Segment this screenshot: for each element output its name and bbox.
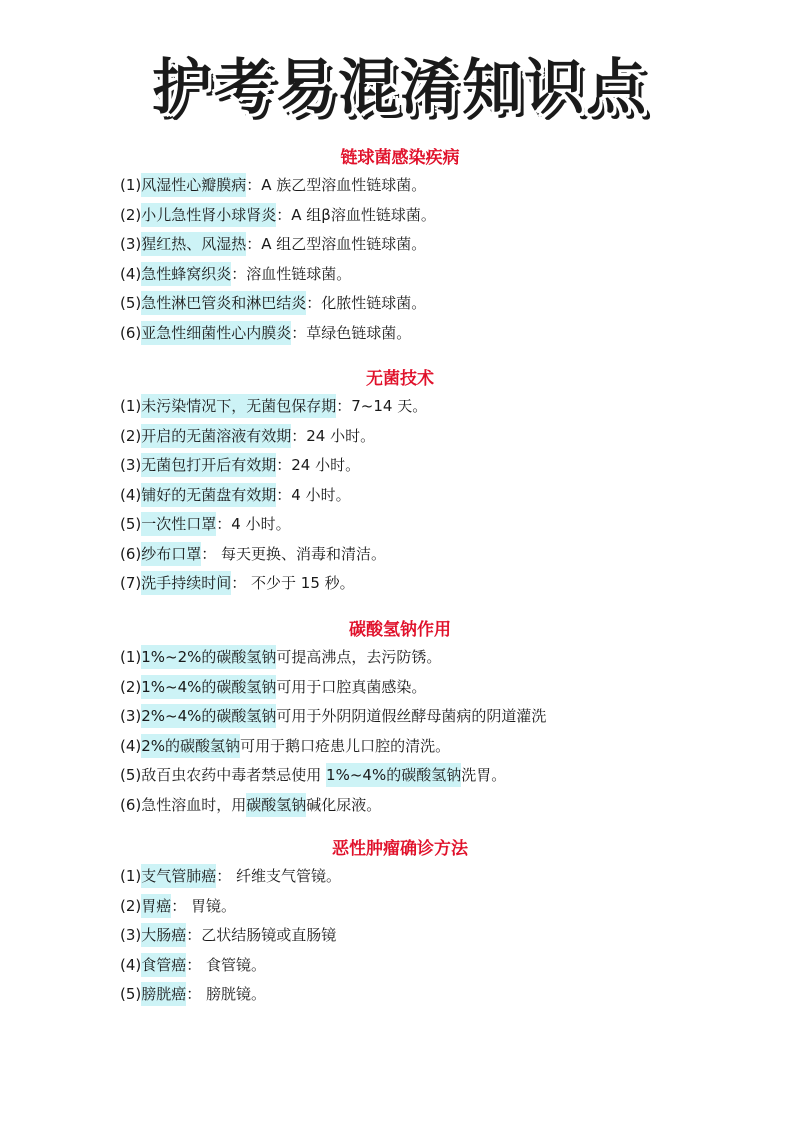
list-item: (3)大肠癌：乙状结肠镜或直肠镜 <box>120 921 740 951</box>
list-item: (5)急性淋巴管炎和淋巴结炎：化脓性链球菌。 <box>120 289 740 319</box>
list-item: (3)2%~4%的碳酸氢钠可用于外阴阴道假丝酵母菌病的阴道灌洗 <box>120 702 740 732</box>
list-item: (2)小儿急性肾小球肾炎：A 组β溶血性链球菌。 <box>120 201 740 231</box>
list-item: (1)未污染情况下，无菌包保存期：7~14 天。 <box>120 392 740 422</box>
list-item: (4)铺好的无菌盘有效期：4 小时。 <box>120 481 740 511</box>
section-heading: 碳酸氢钠作用 <box>349 620 451 640</box>
list-item: (2)胃癌： 胃镜。 <box>120 892 740 922</box>
section-sodium-bicarbonate <box>120 617 740 820</box>
section-heading: 无菌技术 <box>366 369 434 389</box>
list-item: (1)支气管肺癌： 纤维支气管镜。 <box>120 862 740 892</box>
section-heading: 链球菌感染疾病 <box>340 148 460 168</box>
list-item: (4)2%的碳酸氢钠可用于鹅口疮患儿口腔的清洗。 <box>120 732 740 762</box>
list-item: (5)敌百虫农药中毒者禁忌使用 1%~4%的碳酸氢钠洗胃。 <box>120 761 740 791</box>
list-item: (2)开启的无菌溶液有效期：24 小时。 <box>120 422 740 452</box>
list-item: (6)急性溶血时，用碳酸氢钠碱化尿液。 <box>120 791 740 821</box>
list-item: (1)风湿性心瓣膜病：A 族乙型溶血性链球菌。 <box>120 171 740 201</box>
list-item: (4)急性蜂窝织炎：溶血性链球菌。 <box>120 260 740 290</box>
list-item: (3)猩红热、风湿热：A 组乙型溶血性链球菌。 <box>120 230 740 260</box>
list-item: (5)膀胱癌： 膀胱镜。 <box>120 980 740 1010</box>
list-item: (3)无菌包打开后有效期：24 小时。 <box>120 451 740 481</box>
section-streptococcus <box>120 145 740 348</box>
list-item: (4)食管癌： 食管镜。 <box>120 951 740 981</box>
list-item: (7)洗手持续时间： 不少于 15 秒。 <box>120 569 740 599</box>
list-item: (5)一次性口罩：4 小时。 <box>120 510 740 540</box>
list-item: (2)1%~4%的碳酸氢钠可用于口腔真菌感染。 <box>120 673 740 703</box>
list-item: (6)纱布口罩： 每天更换、消毒和清洁。 <box>120 540 740 570</box>
list-item: (6)亚急性细菌性心内膜炎：草绿色链球菌。 <box>120 319 740 349</box>
section-heading: 恶性肿瘤确诊方法 <box>332 839 468 859</box>
section-aseptic-technique <box>120 366 740 599</box>
list-item: (1)1%~2%的碳酸氢钠可提高沸点，去污防锈。 <box>120 643 740 673</box>
page-title: 护考易混淆知识点 <box>152 53 648 123</box>
section-cancer-diagnosis <box>120 836 740 1010</box>
